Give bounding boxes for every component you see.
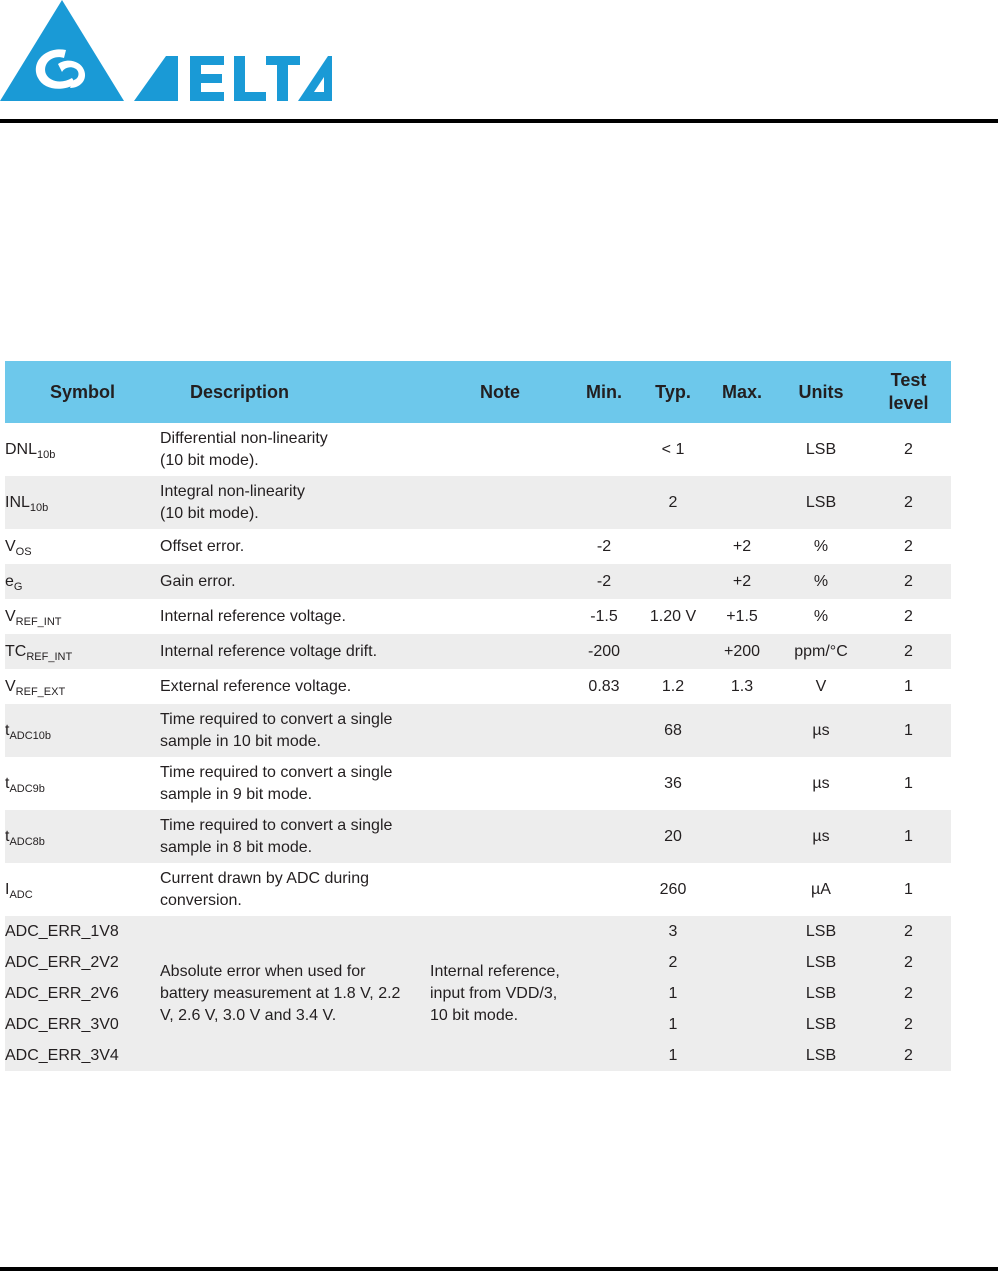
min-cell: 0.83 [570,669,638,704]
col-symbol: Symbol [5,361,160,423]
max-cell: +2 [708,529,776,564]
table-row [5,529,951,564]
col-max: Max. [708,361,776,423]
note-cell [430,634,570,669]
units-cell: % [776,564,866,599]
max-cell [708,810,776,863]
min-cell [570,810,638,863]
min-cell: -200 [570,634,638,669]
units-cell: LSB [776,916,866,947]
typ-cell [638,564,708,599]
description-cell: Integral non-linearity (10 bit mode). [160,476,430,529]
symbol-cell: $DNL_{10b}$ [5,423,160,476]
symbol-cell: $t_{ADC10b}$ [5,704,160,757]
units-cell: LSB [776,1009,866,1040]
symbol-cell: $V_{REF\_INT}$ [5,599,160,634]
symbol-cell: $e_G$ [5,564,160,599]
min-cell [570,978,638,1009]
level-cell: 2 [866,916,951,947]
battery-description-cell: Absolute error when used for battery measurement at 1.8 V, 2.2 V, 2.6 V, 3.0 V and 3.4 V. [160,916,430,1071]
description-cell: Gain error. [160,564,430,599]
min-cell [570,757,638,810]
note-cell [430,476,570,529]
symbol-cell: $V_{OS}$ [5,529,160,564]
col-typ: Typ. [638,361,708,423]
units-cell: % [776,599,866,634]
symbol-cell: $INL_{10b}$ [5,476,160,529]
max-cell [708,476,776,529]
units-cell: V [776,669,866,704]
max-cell [708,423,776,476]
description-cell: Offset error. [160,529,430,564]
description-cell: Time required to convert a single sample in 10 bit mode. [160,704,430,757]
table-row [5,476,951,529]
units-cell: µs [776,757,866,810]
note-cell [430,669,570,704]
units-cell: µA [776,863,866,916]
level-cell: 2 [866,529,951,564]
level-cell: 1 [866,810,951,863]
max-cell [708,863,776,916]
description-cell: Internal reference voltage. [160,599,430,634]
note-cell [430,529,570,564]
level-cell: 2 [866,1009,951,1040]
description-cell: Differential non-linearity (10 bit mode). [160,423,430,476]
units-cell: LSB [776,423,866,476]
symbol-cell: ADC_ERR_3V4 [5,1040,160,1071]
note-cell [430,704,570,757]
level-cell: 1 [866,757,951,810]
note-cell [430,863,570,916]
units-cell: ppm/°C [776,634,866,669]
description-cell: Time required to convert a single sample in 9 bit mode. [160,757,430,810]
min-cell [570,947,638,978]
symbol-cell: ADC_ERR_1V8 [5,916,160,947]
delta-logo [0,0,332,104]
symbol-cell: ADC_ERR_2V6 [5,978,160,1009]
typ-cell: 20 [638,810,708,863]
units-cell: LSB [776,1040,866,1071]
min-cell [570,476,638,529]
level-cell: 2 [866,599,951,634]
table-row [5,599,951,634]
max-cell [708,757,776,810]
typ-cell: 36 [638,757,708,810]
typ-cell: 2 [638,947,708,978]
units-cell: LSB [776,978,866,1009]
min-cell: -2 [570,529,638,564]
max-cell [708,916,776,947]
col-min: Min. [570,361,638,423]
units-cell: µs [776,704,866,757]
max-cell: 1.3 [708,669,776,704]
typ-cell: 1 [638,1040,708,1071]
typ-cell: 3 [638,916,708,947]
col-description: Description [160,361,430,423]
table-row [5,423,951,476]
min-cell [570,916,638,947]
note-cell [430,423,570,476]
max-cell [708,704,776,757]
level-cell: 2 [866,978,951,1009]
table-row [5,669,951,704]
header-rule [0,119,998,123]
symbol-cell: $V_{REF\_EXT}$ [5,669,160,704]
description-cell: Current drawn by ADC during conversion. [160,863,430,916]
description-cell: External reference voltage. [160,669,430,704]
min-cell [570,1040,638,1071]
symbol-cell: $t_{ADC9b}$ [5,757,160,810]
col-note: Note [430,361,570,423]
symbol-cell: $t_{ADC8b}$ [5,810,160,863]
level-cell: 2 [866,423,951,476]
typ-cell: 1.20 V [638,599,708,634]
units-cell: µs [776,810,866,863]
level-cell: 1 [866,669,951,704]
table-row [5,810,951,863]
max-cell [708,1009,776,1040]
col-units: Units [776,361,866,423]
table-header [5,361,951,423]
min-cell [570,423,638,476]
max-cell [708,978,776,1009]
table-row [5,634,951,669]
min-cell: -2 [570,564,638,599]
typ-cell: 260 [638,863,708,916]
note-cell [430,564,570,599]
description-cell: Time required to convert a single sample in 8 bit mode. [160,810,430,863]
min-cell: -1.5 [570,599,638,634]
description-cell: Internal reference voltage drift. [160,634,430,669]
level-cell: 1 [866,863,951,916]
typ-cell: 2 [638,476,708,529]
max-cell: +2 [708,564,776,599]
max-cell [708,947,776,978]
typ-cell: 1 [638,1009,708,1040]
max-cell [708,1040,776,1071]
symbol-cell: ADC_ERR_3V0 [5,1009,160,1040]
typ-cell: < 1 [638,423,708,476]
max-cell: +1.5 [708,599,776,634]
level-cell: 2 [866,947,951,978]
table-row [5,757,951,810]
typ-cell [638,634,708,669]
min-cell [570,704,638,757]
level-cell: 2 [866,476,951,529]
typ-cell [638,529,708,564]
typ-cell: 1 [638,978,708,1009]
note-cell [430,810,570,863]
level-cell: 1 [866,704,951,757]
units-cell: LSB [776,476,866,529]
level-cell: 2 [866,634,951,669]
table-row [5,863,951,916]
level-cell: 2 [866,564,951,599]
footer-rule [0,1267,998,1271]
col-test-level: Test level [866,361,951,423]
symbol-cell: ADC_ERR_2V2 [5,947,160,978]
table-row [5,564,951,599]
typ-cell: 1.2 [638,669,708,704]
battery-note-cell: Internal reference, input from VDD/3, 10 bit mode. [430,916,570,1071]
min-cell [570,1009,638,1040]
units-cell: LSB [776,947,866,978]
table-row [5,916,951,947]
units-cell: % [776,529,866,564]
min-cell [570,863,638,916]
table-row [5,704,951,757]
max-cell: +200 [708,634,776,669]
level-cell: 2 [866,1040,951,1071]
symbol-cell: $TC_{REF\_INT}$ [5,634,160,669]
symbol-cell: $I_{ADC}$ [5,863,160,916]
note-cell [430,599,570,634]
adc-spec-table [5,361,951,1071]
note-cell [430,757,570,810]
typ-cell: 68 [638,704,708,757]
